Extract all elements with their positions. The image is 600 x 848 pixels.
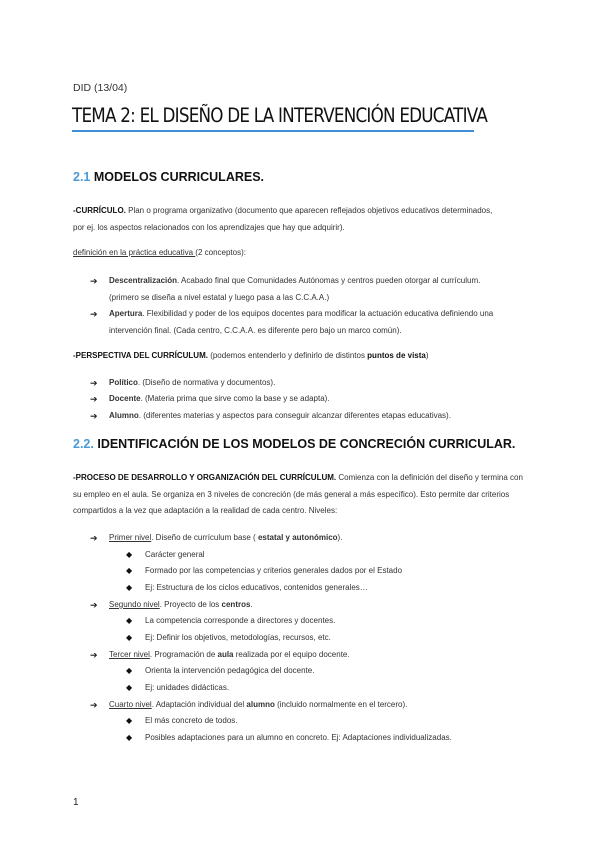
proceso-text-3: compartidos a la vez que adaptación a la realidad de cada centro. Niveles:: [73, 506, 338, 515]
sub-list-item: [126, 713, 536, 730]
sub-item-text: Formado por las competencias y criterios generales dados por el Estado: [145, 566, 403, 575]
arrow-bullet-icon: ➔: [90, 378, 98, 388]
page-number: 1: [73, 797, 79, 808]
diamond-bullet-icon: ◆: [126, 633, 133, 642]
curriculo-label: -CURRÍCULO.: [73, 206, 126, 215]
sub-item-text: Ej: Definir los objetivos, metodologías, recursos, etc.: [145, 633, 331, 642]
proceso-label: -PROCESO DE DESARROLLO Y ORGANIZACIÓN DEL CURRÍCULUM.: [73, 473, 337, 482]
perspectiva-end: ): [425, 351, 429, 360]
nivel-label: Cuarto nivel: [109, 700, 152, 709]
nivel-end: (incluido normalmente en el tercero).: [274, 700, 408, 709]
arrow-bullet-icon: ➔: [90, 411, 98, 421]
sub-item-text: Orienta la intervención pedagógica del docente.: [145, 666, 315, 675]
list-item: [90, 375, 530, 392]
document-header: DID (13/04): [73, 82, 128, 94]
nivel-label: Primer nivel: [109, 533, 152, 542]
definition-label: definición en la práctica educativa: [73, 248, 196, 257]
item-text: . (Diseño de normativa y documentos).: [137, 378, 276, 387]
arrow-bullet-icon: ➔: [90, 700, 98, 710]
section-1-number: 2.1: [73, 170, 91, 184]
arrow-bullet-icon: ➔: [90, 650, 98, 660]
item-text: . Acabado final que Comunidades Autónomas y centros pueden otorgar al currículum.: [177, 276, 481, 285]
curriculo-text-2: por ej. los aspectos relacionados con los aprendizajes que hay que adquirir).: [73, 222, 345, 232]
arrow-bullet-icon: ➔: [90, 533, 98, 543]
sub-list-item: [126, 563, 536, 580]
item-label: Docente: [109, 394, 141, 403]
curriculo-paragraph: [73, 203, 535, 236]
perspectiva-text: (podemos entenderlo y definirlo de distintos: [207, 351, 368, 360]
diamond-bullet-icon: ◆: [126, 616, 133, 625]
nivel-text: . Diseño de currículum base (: [151, 533, 258, 542]
curriculo-text-1: Plan o programa organizativo (documento que aparecen reflejados objetivos educativos determinados,: [125, 206, 493, 215]
item-text: . (Materia prima que sirve como la base y se adapta).: [140, 394, 330, 403]
diamond-bullet-icon: ◆: [126, 550, 133, 559]
nivel-bold: aula: [217, 650, 234, 659]
sub-list-item: [126, 630, 536, 647]
item-label: Descentralización: [109, 276, 178, 285]
perspectiva-paragraph: [73, 348, 535, 365]
sub-item-text: Carácter general: [145, 550, 205, 559]
nivel-text: . Proyecto de los: [159, 600, 222, 609]
sub-item-text: Ej: Estructura de los ciclos educativos, contenidos generales…: [145, 583, 368, 592]
sub-item-text: El más concreto de todos.: [145, 716, 238, 725]
section-2-number: 2.2.: [73, 437, 94, 451]
nivel-end: realizada por el equipo docente.: [233, 650, 350, 659]
section-2-title: IDENTIFICACIÓN DE LOS MODELOS DE CONCRECIÓN CURRICULAR.: [97, 437, 516, 451]
item-label: Apertura: [109, 309, 143, 318]
perspectiva-label: -PERSPECTIVA DEL CURRÍCULUM.: [73, 351, 208, 360]
section-2-heading: [73, 437, 515, 451]
list-item: [90, 530, 530, 547]
arrow-bullet-icon: ➔: [90, 309, 98, 319]
item-label: Alumno: [109, 411, 139, 420]
sub-list-item: [126, 613, 536, 630]
sub-list-item: [126, 663, 536, 680]
list-item: [90, 697, 530, 714]
definition-line: [73, 245, 535, 262]
diamond-bullet-icon: ◆: [126, 566, 133, 575]
sub-list-item: [126, 680, 536, 697]
arrow-bullet-icon: ➔: [90, 600, 98, 610]
sub-list-item: [126, 547, 536, 564]
list-item: [90, 391, 530, 408]
nivel-text: . Programación de: [149, 650, 218, 659]
section-1-title: MODELOS CURRICULARES.: [93, 170, 265, 184]
nivel-bold: estatal y autonómico: [257, 533, 338, 542]
nivel-bold: centros: [221, 600, 251, 609]
nivel-end: .: [250, 600, 253, 609]
document-title: TEMA 2: EL DISEÑO DE LA INTERVENCIÓN EDUCATIVA: [72, 104, 488, 127]
item-text-cont: (primero se diseña a nivel estatal y luego pasa a las C.C.A.A.): [109, 292, 330, 302]
sub-item-text: Posibles adaptaciones para un alumno en concreto. Ej: Adaptaciones individualizadas.: [145, 733, 452, 742]
section-1-heading: [73, 170, 264, 184]
arrow-bullet-icon: ➔: [90, 394, 98, 404]
list-item: [90, 408, 530, 425]
proceso-paragraph: [73, 470, 535, 520]
diamond-bullet-icon: ◆: [126, 733, 133, 742]
sub-item-text: La competencia corresponde a directores y docentes.: [145, 616, 336, 625]
item-label: Político: [109, 378, 138, 387]
proceso-text-1: Comienza con la definición del diseño y termina con: [336, 473, 523, 482]
list-item: [90, 647, 530, 664]
diamond-bullet-icon: ◆: [126, 666, 133, 675]
nivel-end: ).: [337, 533, 343, 542]
sub-item-text: Ej: unidades didácticas.: [145, 683, 230, 692]
list-item: [90, 273, 530, 306]
sub-list-item: [126, 730, 536, 747]
nivel-label: Tercer nivel: [109, 650, 150, 659]
diamond-bullet-icon: ◆: [126, 683, 133, 692]
arrow-bullet-icon: ➔: [90, 276, 98, 286]
definition-suffix: (2 conceptos):: [195, 248, 246, 257]
perspectiva-bold: puntos de vista: [367, 351, 426, 360]
list-item: [90, 306, 530, 339]
title-underline: [72, 130, 474, 132]
diamond-bullet-icon: ◆: [126, 583, 133, 592]
proceso-text-2: su empleo en el aula. Se organiza en 3 niveles de concreción (de más general a más específico). Esto permite dar criterios: [73, 489, 510, 499]
nivel-bold: alumno: [246, 700, 275, 709]
nivel-text: . Adaptación individual del: [151, 700, 247, 709]
item-text: . (diferentes materias y aspectos para conseguir alcanzar diferentes etapas educativas).: [138, 411, 451, 420]
nivel-label: Segundo nivel: [109, 600, 160, 609]
sub-list-item: [126, 580, 536, 597]
list-item: [90, 597, 530, 614]
diamond-bullet-icon: ◆: [126, 716, 133, 725]
item-text: . Flexibilidad y poder de los equipos docentes para modificar la actuación educativa definiendo una: [142, 309, 494, 318]
item-text-cont: intervención final. (Cada centro, C.C.A.A. es diferente pero bajo un marco común).: [109, 325, 402, 335]
